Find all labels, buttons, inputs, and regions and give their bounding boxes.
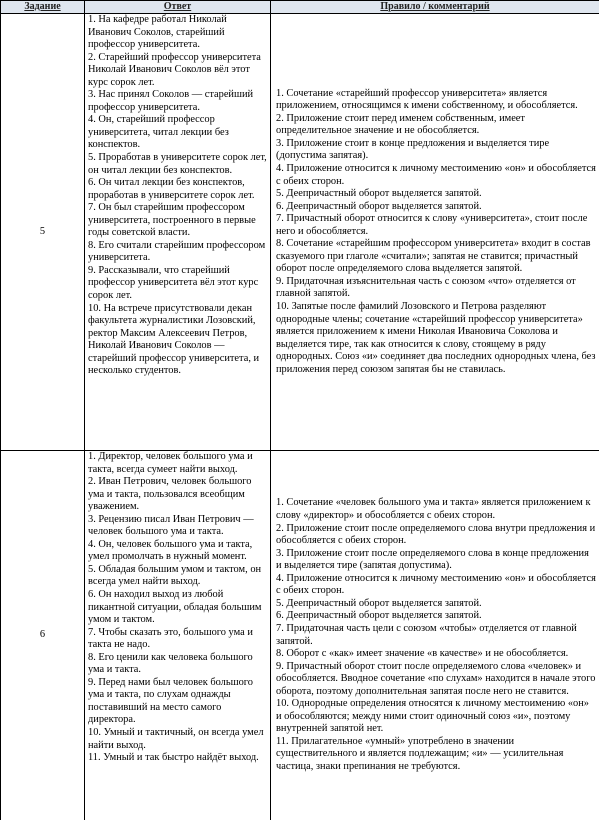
answer-cell bbox=[85, 451, 271, 820]
answer-text: 1. На кафедре работал Николай Иванович Соколов, старейший профессор университета. 2. Старейший профессор университета Николай Иванович Соколов вёл этот курс сорок лет. 3. Нас принял Соколов — старейший профессор университета. 4. Он, старейший профессор университета, читал лекции без конспектов. 5. Проработав в университете сорок лет, он читал лекции без конспектов. 6. Он читал лекции без конспектов, проработав в университете сорок лет. 7. Он был старейшим профессором университета, построенного в первые годы советской власти. 8. Его считали старейшим профессором университета. 9. Рассказывали, что старейший профессор университета вёл этот курс сорок лет. 10. На встрече присутствовали декан факультета журналистики Лозовский, ректор Максим Алексеевич Петров, Николай Иванович Соколов — старейший профессор университета, и несколько студентов. bbox=[88, 14, 267, 377]
task-number: 6 bbox=[1, 451, 85, 820]
answer-cell bbox=[85, 14, 271, 451]
header-rule: Правило / комментарий bbox=[271, 1, 599, 14]
header-answer: Ответ bbox=[85, 1, 271, 14]
answer-text: 1. Директор, человек большого ума и такта, всегда сумеет найти выход. 2. Иван Петрович, человек большого ума и такта, пользовался всеобщим уважением. 3. Рецензию писал Иван Петрович — человек большого ума и такта. 4. Он, человек большого ума и такта, умел промолчать в нужный момент. 5. Обладая большим умом и тактом, он всегда умел найти выход. 6. Он находил выход из любой пикантной ситуации, обладая большим умом и тактом. 7. Чтобы сказать это, большого ума и такта не надо. 8. Его ценили как человека большого ума и такта. 9. Перед нами был человек большого ума и такта, по слухам однажды поставивший на место самого директора. 10. Умный и тактичный, он всегда умел найти выход. 11. Умный и так быстро найдёт выход. bbox=[88, 451, 264, 764]
rule-cell bbox=[271, 451, 599, 820]
table-row bbox=[1, 14, 599, 451]
table-row bbox=[1, 451, 599, 820]
rule-text: 1. Сочетание «человек большого ума и такта» является приложением к слову «директор» и обособляется с обеих сторон. 2. Приложение стоит после определяемого слова внутри предложения и обособляется с обеих сторон. 3. Приложение стоит после определяемого слова в конце предложения и выделяется тире (запятая допустима). 4. Приложение относится к личному местоимению «он» и обособляется с обеих сторон. 5. Деепричастный оборот выделяется запятой. 6. Деепричастный оборот выделяется запятой. 7. Придаточная часть цели с союзом «чтобы» отделяется от главной запятой. 8. Оборот с «как» имеет значение «в качестве» и не обособляется. 9. Причастный оборот стоит после определяемого слова «человек» и обособляется. Вводное сочетание «по слухам» находится в начале этого оборота, поэтому дополнительная запятая после него не ставится. 10. Однородные определения относятся к личному местоимению «он» и обособляются; между ними стоит одиночный союз «и», поэтому внутренней запятой нет. 11. Прилагательное «умный» употреблено в значении существительного и является подлежащим; «и» — усилительная частица, знаки препинания не требуются. bbox=[276, 497, 596, 772]
task-number: 5 bbox=[1, 14, 85, 451]
rule-cell bbox=[271, 14, 599, 451]
header-row bbox=[1, 1, 599, 14]
header-task: Задание bbox=[1, 1, 85, 14]
rule-text: 1. Сочетание «старейший профессор университета» является приложением, относящимся к имени собственному, и обособляется. 2. Приложение стоит перед именем собственным, имеет определительное значение и не обособляется. 3. Приложение стоит в конце предложения и выделяется тире (допустима запятая). 4. Приложение относится к личному местоимению «он» и обособляется с обеих сторон. 5. Деепричастный оборот выделяется запятой. 6. Деепричастный оборот выделяется запятой. 7. Причастный оборот относится к слову «университета», стоит после него и обособляется. 8. Сочетание «старейшим профессором университета» входит в состав сказуемого при глаголе «считали»; запятая не ставится; причастный оборот после определяемого слова выделяется запятой. 9. Придаточная изъяснительная часть с союзом «что» отделяется от главной запятой. 10. Запятые после фамилий Лозовского и Петрова разделяют однородные члены; сочетание «старейший профессор университета» является приложением к имени Николая Ивановича Соколова и выделяется тире, так как относится к слову, стоящему в ряду однородных. Союз «и» соединяет два последних однородных члена, без приложения перед союзом запятая бы не ставилась. bbox=[276, 87, 596, 375]
